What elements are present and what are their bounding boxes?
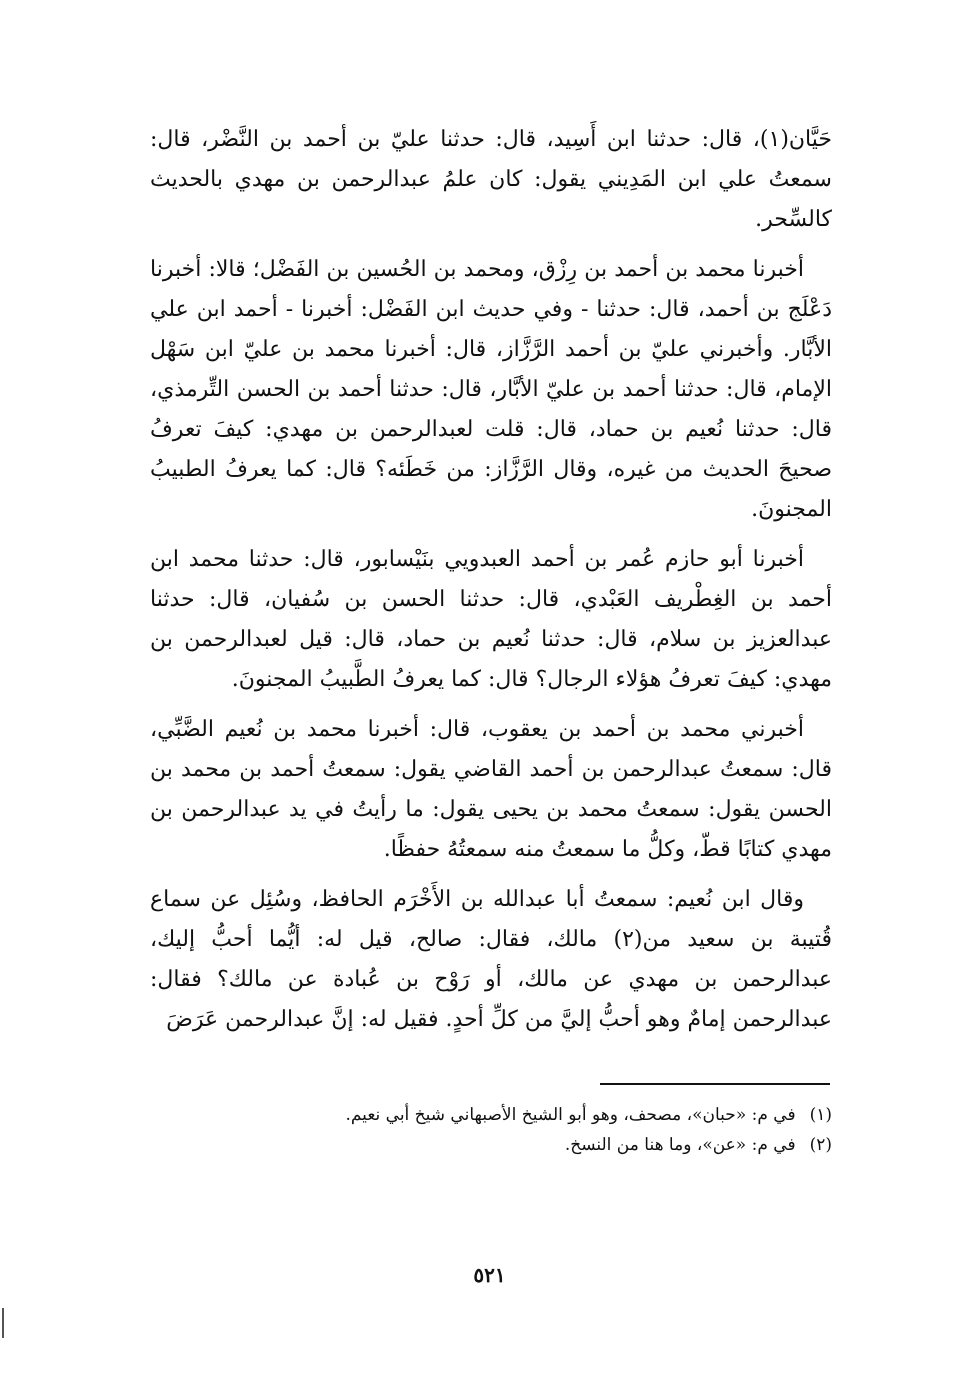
- main-text: [150, 120, 832, 1050]
- footnote-2: [260, 1130, 832, 1160]
- footnotes: [260, 1100, 832, 1160]
- paragraph-5: وقال ابن نُعيم: سمعتُ أبا عبدالله بن الأَخْرَم الحافظ، وسُئِل عن سماع قُتيبة بن سعيد من(٢) مالك، فقال: صالح، قيل له: أيُّما أحبُّ إليك، عبدالرحمن بن مهدي عن مالك، أو رَوْح بن عُبادة عن مالك؟ فقال: عبدالرحمن إمامٌ وهو أحبُّ إليَّ من كلِّ أحدٍ. فقيل له: إنَّ عبدالرحمن عَرَضَ: [150, 887, 832, 1032]
- paragraph-1: حَيَّان(١)، قال: حدثنا ابن أَسِيد، قال: حدثنا عليّ بن أحمد بن النَّضْر، قال: سمعتُ علي ابن المَدِيني يقول: كان علمُ عبدالرحمن بن مهدي بالحديث كالسِّحر.: [150, 127, 832, 232]
- footnote-text: في م: «حبان»، مصحف، وهو أبو الشيخ الأصبهاني شيخ أبي نعيم.: [345, 1105, 796, 1125]
- paragraph-3: أخبرنا أبو حازم عُمر بن أحمد العبدويي بنَيْسابور، قال: حدثنا محمد ابن أحمد بن الغِطْريف العَبْدي، قال: حدثنا الحسن بن سُفيان، قال: حدثنا عبدالعزيز بن سلام، قال: حدثنا نُعيم بن حماد، قال: قيل لعبدالرحمن بن مهدي: كيفَ تعرفُ هؤلاء الرجال؟ قال: كما يعرفُ الطَّبيبُ المجنونَ.: [150, 547, 832, 692]
- scan-edge-mark: [2, 1308, 4, 1338]
- page-number: ٥٢١: [473, 1263, 506, 1287]
- footnote-number: (٢): [809, 1135, 832, 1155]
- footnote-text: في م: «عن»، وما هنا من النسخ.: [564, 1135, 796, 1155]
- footnote-1: [260, 1100, 832, 1130]
- paragraph-4: أخبرني محمد بن أحمد بن يعقوب، قال: أخبرنا محمد بن نُعيم الضَّبِّي، قال: سمعتُ عبدالرحمن بن أحمد القاضي يقول: سمعتُ أحمد بن محمد بن الحسن يقول: سمعتُ محمد بن يحيى يقول: ما رأيتُ في يد عبدالرحمن بن مهدي كتابًا قطّ، وكلُّ ما سمعتُ منه سمعتُهُ حفظًا.: [150, 717, 832, 862]
- paragraph-2: أخبرنا محمد بن أحمد بن رِزْق، ومحمد بن الحُسين بن الفَضْل؛ قالا: أخبرنا دَعْلَج بن أحمد، قال: حدثنا - وفي حديث ابن الفَضْل: أخبرنا - أحمد ابن علي الأبَّار. وأخبرني عليّ بن أحمد الرَّزَّاز، قال: أخبرنا محمد بن عليّ ابن سَهْل الإمام، قال: حدثنا أحمد بن عليّ الأبَّار، قال: حدثنا أحمد بن الحسن التِّرمذي، قال: حدثنا نُعيم بن حماد، قال: قلت لعبدالرحمن بن مهدي: كيفَ تعرفُ صحيحَ الحديث من غيره، وقال الرَّزَّاز: من خَطَئه؟ قال: كما يعرفُ الطبيبُ المجنونَ.: [150, 257, 832, 522]
- footnote-number: (١): [809, 1105, 832, 1125]
- footnote-divider: [600, 1083, 830, 1085]
